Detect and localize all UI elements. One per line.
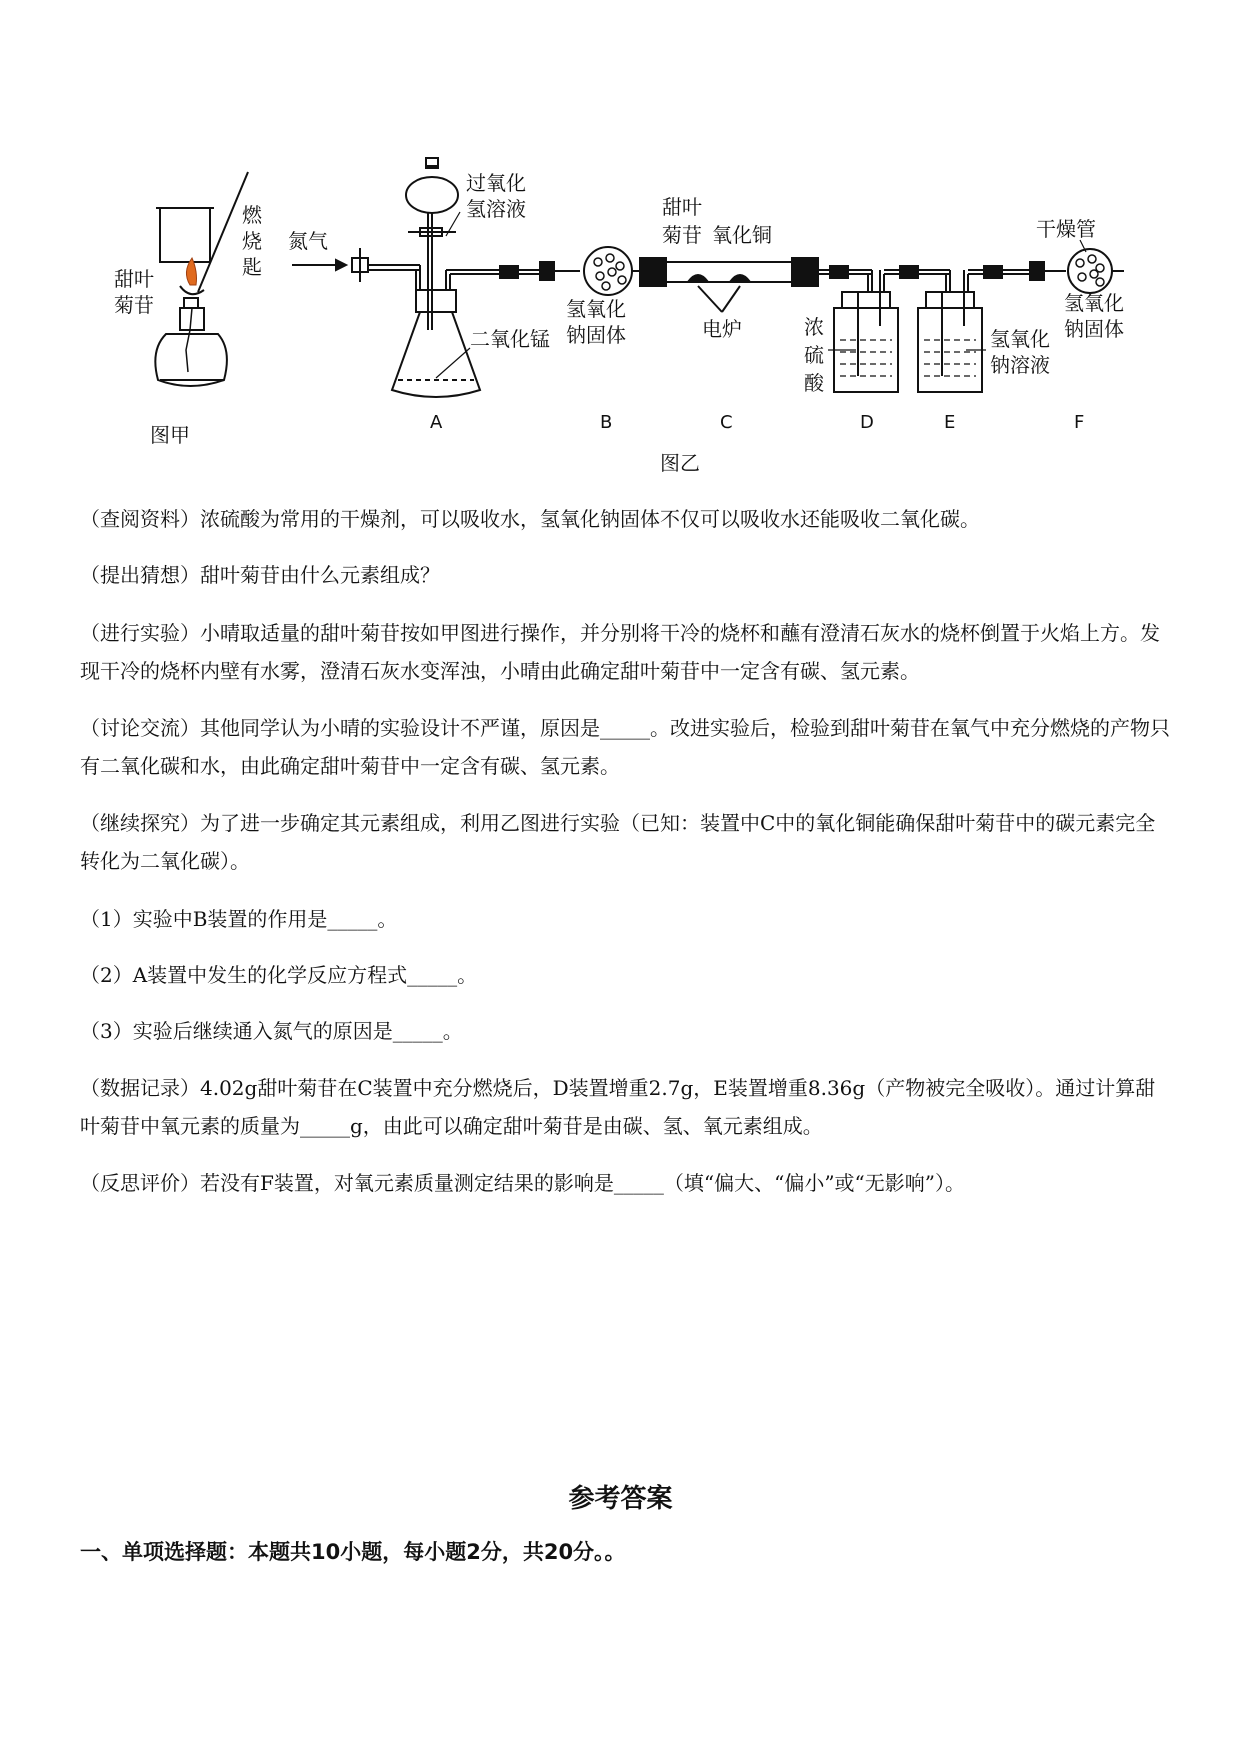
answer-title: 参考答案 [568,1484,673,1514]
figure-jia [155,172,248,386]
label-naoh-solution-1: 氢氧化 [990,327,1050,351]
caption-yi: 图乙 [660,451,700,475]
label-naoh-solid-f-2: 钠固体 [1064,317,1124,341]
flask-stopper [416,290,456,312]
label-mno2: 二氧化锰 [470,327,550,351]
label-naoh-solid-b-2: 钠固体 [566,323,626,347]
label-burning-spoon-2: 烧 [242,229,262,253]
letter-d: D [860,412,874,433]
letter-e: E [944,412,956,433]
inverted-beaker [160,208,210,262]
label-cuo: 氧化铜 [712,223,772,247]
label-peroxide-2: 氢溶液 [466,197,526,221]
bottle-e-stopper [926,292,974,308]
label-burning-spoon-3: 匙 [242,255,262,279]
question-2: （2）A装置中发生的化学反应方程式_____。 [80,963,478,987]
label-naoh-solid-b-1: 氢氧化 [566,297,626,321]
burning-spoon [198,172,248,292]
experiment-figure [0,0,1241,480]
label-stevioside-yi-2: 菊苷 [662,223,702,247]
question-3: （3）实验后继续通入氮气的原因是_____。 [80,1019,463,1043]
label-stevioside-jia-1: 甜叶 [114,267,154,291]
letter-a: A [430,412,443,433]
letter-c: C [720,412,733,433]
label-h2so4-1: 浓 [804,315,824,339]
bottle-d-stopper [842,292,890,308]
letter-f: F [1074,412,1085,433]
caption-jia: 图甲 [150,423,190,447]
label-burning-spoon-1: 燃 [242,203,262,227]
label-furnace: 电炉 [702,317,742,341]
label-stevioside-jia-2: 菊苷 [114,293,154,317]
label-naoh-solution-2: 钠溶液 [990,353,1050,377]
para-discussion: （讨论交流）其他同学认为小晴的实验设计不严谨，原因是_____。改进实验后，检验到甜叶菊苷在氧气中充分燃烧的产物只有二氧化碳和水，由此确定甜叶菊苷中一定含有碳、氢元素。 [80,716,1170,778]
separatory-funnel [406,177,458,213]
para-hypothesis: （提出猜想）甜叶菊苷由什么元素组成？ [80,563,440,587]
label-h2so4-2: 硫 [804,343,824,367]
para-data-record: （数据记录）4.02g甜叶菊苷在C装置中充分燃烧后，D装置增重2.7g，E装置增重8.36g（产物被完全吸收）。通过计算甜叶菊苷中氧元素的质量为_____g，由此可以确定甜叶菊苷是由碳、氢、氧元素组成。 [80,1076,1156,1138]
para-further-inquiry: （继续探究）为了进一步确定其元素组成，利用乙图进行实验（已知：装置中C中的氧化铜能确保甜叶菊苷中的碳元素完全转化为二氧化碳）。 [80,811,1156,873]
question-1: （1）实验中B装置的作用是_____。 [80,907,398,931]
para-experiment: （进行实验）小晴取适量的甜叶菊苷按如甲图进行操作，并分别将干冷的烧杯和蘸有澄清石灰水的烧杯倒置于火焰上方。发现干冷的烧杯内壁有水雾，澄清石灰水变浑浊，小晴由此确定甜叶菊苷中一定含有碳、氢元素。 [80,621,1160,683]
label-drying-tube: 干燥管 [1036,217,1096,241]
label-stevioside-yi-1: 甜叶 [662,195,702,219]
para-reflection: （反思评价）若没有F装置，对氧元素质量测定结果的影响是_____（填“偏大、“偏小”或“无影响”）。 [80,1171,965,1195]
section-heading: 一、单项选择题：本题共10小题，每小题2分，共20分。。 [80,1540,626,1564]
conical-flask-a [392,312,480,397]
para-consult-materials: （查阅资料）浓硫酸为常用的干燥剂，可以吸收水，氢氧化钠固体不仅可以吸收水还能吸收二氧化碳。 [80,507,980,531]
label-naoh-solid-f-1: 氢氧化 [1064,291,1124,315]
label-gas: 氮气 [288,229,328,253]
label-peroxide-1: 过氧化 [466,171,526,195]
letter-b: B [600,412,613,433]
label-h2so4-3: 酸 [804,371,824,395]
combustion-tube-c [666,262,792,282]
